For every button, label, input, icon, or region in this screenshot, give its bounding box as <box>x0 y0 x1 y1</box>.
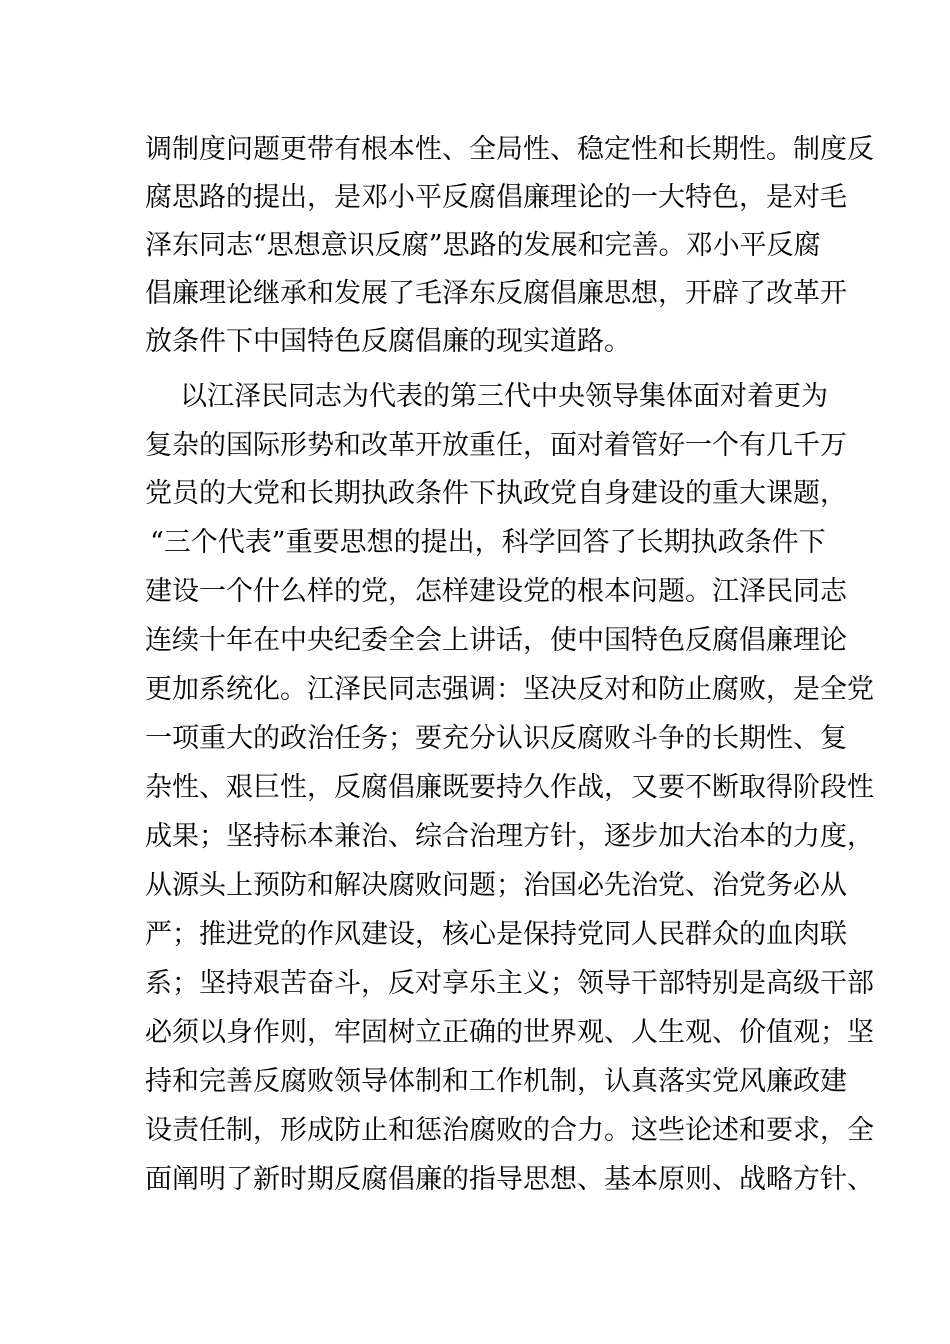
text-line: 必须以身作则，牢固树立正确的世界观、人生观、价值观；坚 <box>145 1017 874 1048</box>
text-line: 严；推进党的作风建设，核心是保持党同人民群众的血肉联 <box>145 919 847 950</box>
text-line: 更加系统化。江泽民同志强调：坚决反对和防止腐败，是全党 <box>145 674 874 705</box>
text-line: 泽东同志“思想意识反腐”思路的发展和完善。邓小平反腐 <box>145 230 821 261</box>
text-line: 系；坚持艰苦奋斗，反对享乐主义；领导干部特别是高级干部 <box>145 968 874 999</box>
text-line: 放条件下中国特色反腐倡廉的现实道路。 <box>145 326 631 357</box>
text-line: 建设一个什么样的党，怎样建设党的根本问题。江泽民同志 <box>145 576 847 607</box>
text-line: “三个代表”重要思想的提出，科学回答了长期执政条件下 <box>150 527 826 558</box>
text-line: 腐思路的提出，是邓小平反腐倡廉理论的一大特色，是对毛 <box>145 182 847 213</box>
text-line: 面阐明了新时期反腐倡廉的指导思想、基本原则、战略方针、 <box>145 1164 874 1195</box>
text-line: 持和完善反腐败领导体制和工作机制，认真落实党风廉政建 <box>145 1066 847 1097</box>
text-line: 成果；坚持标本兼治、综合治理方针，逐步加大治本的力度， <box>145 821 874 852</box>
text-line: 以江泽民同志为代表的第三代中央领导集体面对着更为 <box>180 381 828 412</box>
text-line: 调制度问题更带有根本性、全局性、稳定性和长期性。制度反 <box>145 134 874 165</box>
text-line: 倡廉理论继承和发展了毛泽东反腐倡廉思想，开辟了改革开 <box>145 278 847 309</box>
text-line: 设责任制，形成防止和惩治腐败的合力。这些论述和要求，全 <box>145 1115 874 1146</box>
text-line: 一项重大的政治任务；要充分认识反腐败斗争的长期性、复 <box>145 723 847 754</box>
text-line: 从源头上预防和解决腐败问题；治国必先治党、治党务必从 <box>145 870 847 901</box>
text-line: 杂性、艰巨性，反腐倡廉既要持久作战，又要不断取得阶段性 <box>145 772 874 803</box>
text-line: 复杂的国际形势和改革开放重任，面对着管好一个有几千万 <box>145 430 847 461</box>
text-line: 党员的大党和长期执政条件下执政党自身建设的重大课题， <box>145 478 847 509</box>
text-line: 连续十年在中央纪委全会上讲话，使中国特色反腐倡廉理论 <box>145 625 847 656</box>
